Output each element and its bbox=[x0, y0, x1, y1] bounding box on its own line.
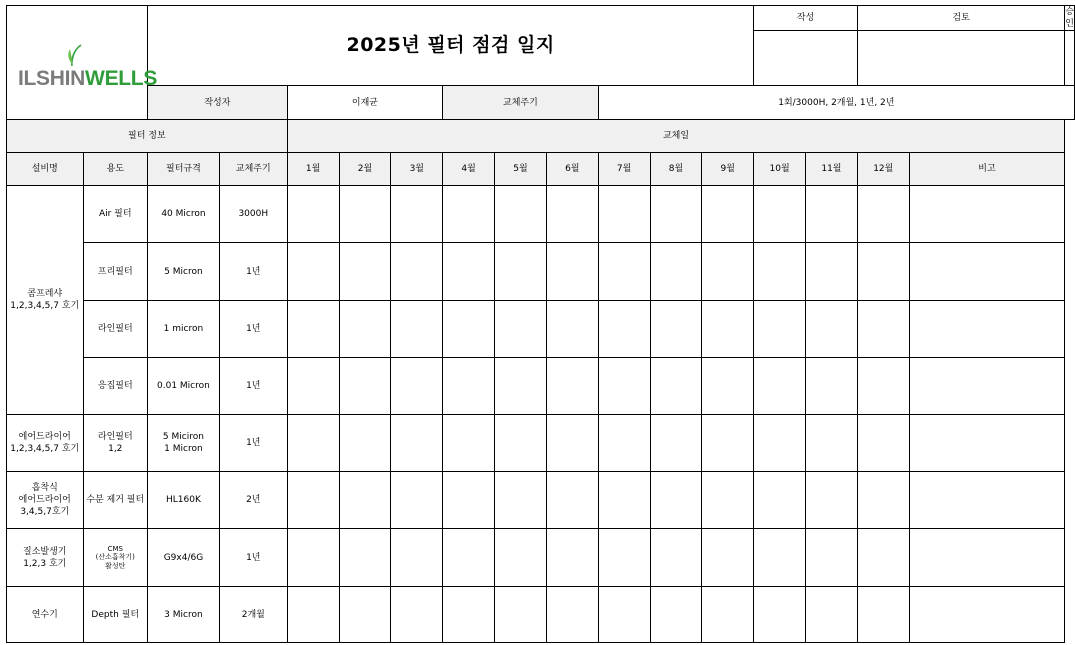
equipment-softener: 연수기 bbox=[7, 587, 84, 643]
spec-cell: 5 Micron bbox=[148, 243, 220, 301]
month-6-entry-cell[interactable] bbox=[546, 243, 598, 301]
table-row bbox=[7, 415, 1075, 472]
month-1-entry-cell[interactable] bbox=[287, 529, 339, 587]
month-9-entry-cell[interactable] bbox=[702, 358, 754, 415]
table-row bbox=[7, 301, 1075, 358]
table-row bbox=[7, 472, 1075, 529]
cycle-cell: 1년 bbox=[219, 243, 287, 301]
cycle-label: 교체주기 bbox=[443, 86, 598, 120]
month-6-entry-cell[interactable] bbox=[546, 587, 598, 643]
leaf-icon bbox=[63, 43, 83, 67]
col-spec: 필터규격 bbox=[148, 153, 220, 186]
month-3-entry-cell[interactable] bbox=[391, 587, 443, 643]
col-month-5: 5월 bbox=[495, 153, 547, 186]
spec-cell: 1 micron bbox=[148, 301, 220, 358]
month-6-entry-cell[interactable] bbox=[546, 186, 598, 243]
month-3-entry-cell[interactable] bbox=[391, 186, 443, 243]
cycle-cell: 1년 bbox=[219, 529, 287, 587]
col-month-11: 11월 bbox=[806, 153, 858, 186]
month-10-entry-cell[interactable] bbox=[754, 358, 806, 415]
remarks-entry-cell[interactable] bbox=[909, 415, 1065, 472]
month-2-entry-cell[interactable] bbox=[339, 301, 391, 358]
month-10-entry-cell[interactable] bbox=[754, 186, 806, 243]
author-value[interactable]: 이재균 bbox=[287, 86, 442, 120]
remarks-entry-cell[interactable] bbox=[909, 358, 1065, 415]
remarks-entry-cell[interactable] bbox=[909, 301, 1065, 358]
month-1-entry-cell[interactable] bbox=[287, 186, 339, 243]
remarks-entry-cell[interactable] bbox=[909, 186, 1065, 243]
month-4-entry-cell[interactable] bbox=[443, 243, 495, 301]
month-3-entry-cell[interactable] bbox=[391, 529, 443, 587]
month-5-entry-cell[interactable] bbox=[495, 587, 547, 643]
approval-write-label: 작성 bbox=[754, 6, 858, 31]
remarks-entry-cell[interactable] bbox=[909, 529, 1065, 587]
month-3-entry-cell[interactable] bbox=[391, 415, 443, 472]
table-row bbox=[7, 529, 1075, 587]
month-4-entry-cell[interactable] bbox=[443, 415, 495, 472]
spec-cell: G9x4/6G bbox=[148, 529, 220, 587]
cycle-cell: 1년 bbox=[219, 415, 287, 472]
section-replace-date: 교체일 bbox=[287, 120, 1065, 153]
month-11-entry-cell[interactable] bbox=[806, 243, 858, 301]
month-10-entry-cell[interactable] bbox=[754, 243, 806, 301]
month-12-entry-cell[interactable] bbox=[857, 529, 909, 587]
month-6-entry-cell[interactable] bbox=[546, 415, 598, 472]
col-month-3: 3월 bbox=[391, 153, 443, 186]
logo-cell bbox=[7, 6, 158, 120]
approval-write-sign-box[interactable] bbox=[754, 31, 858, 86]
cycle-cell: 2년 bbox=[219, 472, 287, 529]
month-4-entry-cell[interactable] bbox=[443, 358, 495, 415]
month-8-entry-cell[interactable] bbox=[650, 186, 702, 243]
month-5-entry-cell[interactable] bbox=[495, 186, 547, 243]
month-8-entry-cell[interactable] bbox=[650, 301, 702, 358]
month-9-entry-cell[interactable] bbox=[702, 186, 754, 243]
cycle-cell: 1년 bbox=[219, 358, 287, 415]
col-month-2: 2월 bbox=[339, 153, 391, 186]
month-1-entry-cell[interactable] bbox=[287, 243, 339, 301]
approval-review-sign-box[interactable] bbox=[857, 31, 1064, 86]
month-1-entry-cell[interactable] bbox=[287, 472, 339, 529]
month-10-entry-cell[interactable] bbox=[754, 587, 806, 643]
month-12-entry-cell[interactable] bbox=[857, 301, 909, 358]
month-2-entry-cell[interactable] bbox=[339, 415, 391, 472]
month-6-entry-cell[interactable] bbox=[546, 358, 598, 415]
month-3-entry-cell[interactable] bbox=[391, 358, 443, 415]
month-7-entry-cell[interactable] bbox=[598, 587, 650, 643]
month-7-entry-cell[interactable] bbox=[598, 358, 650, 415]
month-5-entry-cell[interactable] bbox=[495, 529, 547, 587]
company-logo bbox=[7, 29, 158, 97]
month-12-entry-cell[interactable] bbox=[857, 415, 909, 472]
month-2-entry-cell[interactable] bbox=[339, 243, 391, 301]
approval-approve-sign-box[interactable] bbox=[1065, 31, 1075, 86]
month-10-entry-cell[interactable] bbox=[754, 529, 806, 587]
month-7-entry-cell[interactable] bbox=[598, 415, 650, 472]
month-1-entry-cell[interactable] bbox=[287, 415, 339, 472]
month-11-entry-cell[interactable] bbox=[806, 587, 858, 643]
cycle-value[interactable]: 1회/3000H, 2개월, 1년, 2년 bbox=[598, 86, 1074, 120]
month-10-entry-cell[interactable] bbox=[754, 472, 806, 529]
month-1-entry-cell[interactable] bbox=[287, 587, 339, 643]
remarks-entry-cell[interactable] bbox=[909, 243, 1065, 301]
logo-text-gray: ILSHIN bbox=[18, 66, 86, 90]
month-8-entry-cell[interactable] bbox=[650, 587, 702, 643]
filter-inspection-log bbox=[6, 5, 1075, 643]
month-10-entry-cell[interactable] bbox=[754, 301, 806, 358]
spec-cell: 0.01 Micron bbox=[148, 358, 220, 415]
section-filter-info: 필터 정보 bbox=[7, 120, 288, 153]
month-4-entry-cell[interactable] bbox=[443, 472, 495, 529]
col-month-12: 12월 bbox=[857, 153, 909, 186]
month-12-entry-cell[interactable] bbox=[857, 358, 909, 415]
month-7-entry-cell[interactable] bbox=[598, 472, 650, 529]
month-2-entry-cell[interactable] bbox=[339, 472, 391, 529]
month-4-entry-cell[interactable] bbox=[443, 587, 495, 643]
table-row bbox=[7, 358, 1075, 415]
month-10-entry-cell[interactable] bbox=[754, 415, 806, 472]
spec-cell: 5 Miciron 1 Micron bbox=[148, 415, 220, 472]
col-usage: 용도 bbox=[83, 153, 147, 186]
month-11-entry-cell[interactable] bbox=[806, 529, 858, 587]
approval-review-label: 검토 bbox=[857, 6, 1064, 31]
month-7-entry-cell[interactable] bbox=[598, 301, 650, 358]
month-9-entry-cell[interactable] bbox=[702, 587, 754, 643]
month-1-entry-cell[interactable] bbox=[287, 358, 339, 415]
month-9-entry-cell[interactable] bbox=[702, 415, 754, 472]
col-remarks: 비고 bbox=[909, 153, 1065, 186]
month-4-entry-cell[interactable] bbox=[443, 186, 495, 243]
spec-cell: 40 Micron bbox=[148, 186, 220, 243]
month-9-entry-cell[interactable] bbox=[702, 529, 754, 587]
month-7-entry-cell[interactable] bbox=[598, 243, 650, 301]
month-5-entry-cell[interactable] bbox=[495, 472, 547, 529]
month-9-entry-cell[interactable] bbox=[702, 243, 754, 301]
col-month-9: 9월 bbox=[702, 153, 754, 186]
spec-cell: HL160K bbox=[148, 472, 220, 529]
equipment-air-dryer: 에어드라이어 1,2,3,4,5,7 호기 bbox=[7, 415, 84, 472]
usage-cell: Depth 필터 bbox=[83, 587, 147, 643]
month-2-entry-cell[interactable] bbox=[339, 186, 391, 243]
month-1-entry-cell[interactable] bbox=[287, 301, 339, 358]
usage-cell: Air 필터 bbox=[83, 186, 147, 243]
remarks-entry-cell[interactable] bbox=[909, 587, 1065, 643]
col-month-4: 4월 bbox=[443, 153, 495, 186]
month-12-entry-cell[interactable] bbox=[857, 186, 909, 243]
usage-cell: 수분 제거 필터 bbox=[83, 472, 147, 529]
month-2-entry-cell[interactable] bbox=[339, 587, 391, 643]
month-5-entry-cell[interactable] bbox=[495, 243, 547, 301]
equipment-nitrogen-generator: 질소발생기 1,2,3 호기 bbox=[7, 529, 84, 587]
table-row bbox=[7, 186, 1075, 243]
col-cycle: 교체주기 bbox=[219, 153, 287, 186]
month-2-entry-cell[interactable] bbox=[339, 358, 391, 415]
usage-cell: 라인필터 bbox=[83, 301, 147, 358]
spec-cell: 3 Micron bbox=[148, 587, 220, 643]
log-table bbox=[6, 5, 1075, 643]
table-row bbox=[7, 587, 1075, 643]
month-5-entry-cell[interactable] bbox=[495, 358, 547, 415]
equipment-adsorption-dryer: 흡착식 에어드라이어 3,4,5,7호기 bbox=[7, 472, 84, 529]
page-title: 2025년 필터 점검 일지 bbox=[148, 6, 754, 86]
cycle-cell: 1년 bbox=[219, 301, 287, 358]
col-month-10: 10월 bbox=[754, 153, 806, 186]
month-5-entry-cell[interactable] bbox=[495, 301, 547, 358]
month-6-entry-cell[interactable] bbox=[546, 529, 598, 587]
month-11-entry-cell[interactable] bbox=[806, 186, 858, 243]
month-11-entry-cell[interactable] bbox=[806, 358, 858, 415]
month-11-entry-cell[interactable] bbox=[806, 301, 858, 358]
month-11-entry-cell[interactable] bbox=[806, 472, 858, 529]
usage-cell: 응집필터 bbox=[83, 358, 147, 415]
month-3-entry-cell[interactable] bbox=[391, 472, 443, 529]
month-7-entry-cell[interactable] bbox=[598, 186, 650, 243]
month-2-entry-cell[interactable] bbox=[339, 529, 391, 587]
col-month-6: 6월 bbox=[546, 153, 598, 186]
usage-cell: 라인필터 1,2 bbox=[83, 415, 147, 472]
month-5-entry-cell[interactable] bbox=[495, 415, 547, 472]
cycle-cell: 2개월 bbox=[219, 587, 287, 643]
col-month-7: 7월 bbox=[598, 153, 650, 186]
month-7-entry-cell[interactable] bbox=[598, 529, 650, 587]
month-3-entry-cell[interactable] bbox=[391, 243, 443, 301]
cycle-cell: 3000H bbox=[219, 186, 287, 243]
usage-cell: 프리필터 bbox=[83, 243, 147, 301]
month-6-entry-cell[interactable] bbox=[546, 472, 598, 529]
month-8-entry-cell[interactable] bbox=[650, 529, 702, 587]
month-8-entry-cell[interactable] bbox=[650, 472, 702, 529]
month-4-entry-cell[interactable] bbox=[443, 529, 495, 587]
month-8-entry-cell[interactable] bbox=[650, 415, 702, 472]
equipment-compressor: 콤프레샤 1,2,3,4,5,7 호기 bbox=[7, 186, 84, 415]
table-row bbox=[7, 243, 1075, 301]
month-9-entry-cell[interactable] bbox=[702, 301, 754, 358]
col-month-8: 8월 bbox=[650, 153, 702, 186]
month-11-entry-cell[interactable] bbox=[806, 415, 858, 472]
month-9-entry-cell[interactable] bbox=[702, 472, 754, 529]
approval-approve-label: 승인 bbox=[1065, 7, 1074, 30]
month-6-entry-cell[interactable] bbox=[546, 301, 598, 358]
month-12-entry-cell[interactable] bbox=[857, 243, 909, 301]
month-4-entry-cell[interactable] bbox=[443, 301, 495, 358]
month-12-entry-cell[interactable] bbox=[857, 587, 909, 643]
month-12-entry-cell[interactable] bbox=[857, 472, 909, 529]
remarks-entry-cell[interactable] bbox=[909, 472, 1065, 529]
month-8-entry-cell[interactable] bbox=[650, 358, 702, 415]
author-label: 작성자 bbox=[148, 86, 288, 120]
month-3-entry-cell[interactable] bbox=[391, 301, 443, 358]
col-equipment: 설비명 bbox=[7, 153, 84, 186]
col-month-1: 1월 bbox=[287, 153, 339, 186]
logo-text-green: WELLS bbox=[85, 66, 158, 90]
usage-cell: CMS (산소흡착기) 활성탄 bbox=[83, 529, 147, 587]
month-8-entry-cell[interactable] bbox=[650, 243, 702, 301]
